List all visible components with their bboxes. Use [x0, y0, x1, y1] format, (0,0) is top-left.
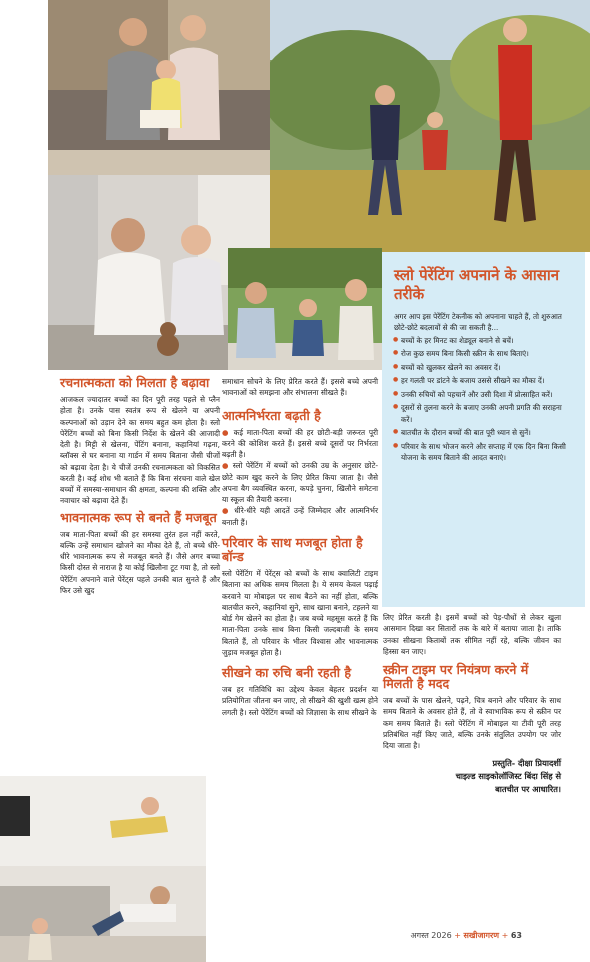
bullet-icon: ● [222, 506, 235, 516]
column-2 [222, 376, 378, 718]
bullet-icon: ● [222, 427, 234, 437]
sidebar-title: स्लो पेरेंटिंग अपनाने के आसान तरीके [394, 266, 560, 303]
slow-parenting-tips-box [382, 252, 585, 607]
paragraph-family-bond: स्लो पेरेंटिंग में पेरेंट्स को बच्चों के साथ क्वालिटी टाइम बिताना का अधिक समय मिलता है। ये समय केवल पढ़ाई करवाने या मोबाइल पर साथ बैठने का नहीं होता, बल्कि बातचीत करने, कहानियां सुने, साथ खाना बनाने, टहलने या बोर्ड गेम खेलने का होता है। जब बच्चे महसूस करते हैं कि माता-पिता उनके साथ बिना किसी जल्दबाजी के समय बिताते हैं, तो परिवार के भीतर विश्वास और भावनात्मक जुड़ाव मजबूत होता है। [222, 569, 378, 657]
bullet-text: स्लो पेरेंटिंग में बच्चों को उनकी उम्र के अनुसार छोटे-छोटे काम खुद करने के लिए प्रेरित किया जाता है। जैसे अपना बैग व्यवस्थित करना, कपड़े चुनना, खिलौने समेटना या स्कूल की तैयारी करना। [222, 461, 378, 505]
list-item: ● दूसरों से तुलना करने के बजाए उनकी अपनी प्रगति की सराहना करें। [394, 402, 575, 425]
column-1 [60, 376, 220, 596]
bullet-self-reliance-3 [222, 505, 378, 528]
bullet-self-reliance-2 [222, 460, 378, 505]
sidebar-tips-list [394, 335, 575, 464]
footer-page-number: 63 [510, 931, 522, 940]
list-item: ● बच्चों को खुलकर खेलने का अवसर दें। [394, 362, 575, 374]
page-footer [410, 930, 522, 941]
list-item: ● परिवार के साथ भोजन करने और सप्ताह में एक दिन बिना किसी योजना के समय बिताने की आदत बनाएं। [394, 441, 575, 464]
family-picnic-photo [228, 248, 382, 370]
credit-line-2: चाइल्ड साइकोलॉजिस्ट बिंदा सिंह से [455, 771, 561, 782]
family-playing-outdoors-photo [270, 0, 590, 252]
paragraph-learning-continued: लिए प्रेरित करती है। इसमें बच्चों को पेड़-पौधों से लेकर खुला आसमान दिखा कर सितारों तक के बारे में बताया जाता है। ताकि उनका सीखना किताबों तक सीमित नहीं रहे, बल्कि जीवन का हिस्सा बन जाए। [383, 613, 561, 656]
credit-line-1: प्रस्तुति- दीक्षा प्रियादर्शी [492, 758, 561, 769]
family-reading-photo [48, 0, 270, 175]
heading-interest-in-learning: सीखने का रुचि बनी रहती है [222, 665, 352, 681]
bullet-text: धीरे-धीरे यही आदतें उन्हें जिम्मेदार और आत्मनिर्भर बनाती हैं। [222, 506, 378, 527]
footer-date: अगस्त 2026 [410, 931, 452, 940]
paragraph-interest-in-learning: जब हर गतिविधि का उद्देश्य केवल बेहतर प्रदर्शन या प्रतियोगिता जीतना बन जाए, तो सीखने की खुशी खत्म होने लगती है। स्लो पेरेंटिंग बच्चों को जिज्ञासा के साथ सीखने के [222, 685, 378, 717]
paragraph-screen-time: जब बच्चों के पास खेलने, पढ़ने, चित्र बनाने और परिवार के साथ समय बिताने के अवसर होते हैं, तो वे स्वाभाविक रूप से स्क्रीन पर कम समय बिताते हैं। स्लो पेरेंटिंग में मोबाइल या टीवी पूरी तरह प्रतिबंधित नहीं किए जाते, बल्कि उनके संतुलित उपयोग पर जोर दिया जाता है। [383, 696, 561, 751]
heading-self-reliance: आत्मनिर्भरता बढ़ती है [222, 407, 321, 423]
footer-plus-icon: + [454, 931, 461, 940]
paragraph-creativity: आजकल ज्यादातर बच्चों का दिन पूरी तरह पहले से प्लैन होता है। उनके पास स्वतंत्र रूप से खेलने या अपनी कल्पनाओं को उड़ान देने का समय बहुत कम होता है। स्लो पेरेंटिंग बच्चों को बिना किसी निर्देश के खेलने की आजादी देती है। मिट्टी से खेलना, पेंटिंग बनाना, कहानियां गढ़ना, ब्लॉक्स से घर बनाना या गार्डन में समय बिताना जैसी चीजों को बढ़ावा देता है। ये चीजें उनकी रचनात्मकता को विकसित करती है। कई शोध भी बताते हैं कि बिना संरचना वाले खेल बच्चों में समस्या-समाधान की क्षमता, कल्पना की शक्ति और नवाचार को बढ़ावा देते हैं। [60, 395, 220, 506]
credit-line-3: बातचीत पर आधारित। [495, 783, 561, 794]
heading-emotional-strength: भावनात्मक रूप से बनते हैं मजबूत [60, 509, 217, 525]
heading-family-bond: परिवार के साथ मजबूत होता है बॉन्ड [222, 534, 363, 564]
paragraph-continued: समाधान सोचने के लिए प्रेरित करते हैं। इससे बच्चे अपनी भावनाओं को समझना और संभालना सीखते हैं। [222, 377, 378, 398]
footer-magazine-name: सखीजागरण [463, 931, 500, 940]
column-3 [383, 612, 561, 796]
parent-lifting-child-photo [0, 776, 206, 962]
bullet-self-reliance-1 [222, 427, 378, 461]
sidebar-intro: अगर आप इस पेरेंटिंग टेकनीक को अपनाना चाहते हैं, तो शुरुआत छोटे-छोटे बदलावों से की जा सकती है... [394, 311, 562, 332]
list-item: ● बातचीत के दौरान बच्चों की बात पूरी ध्यान से सुनें। [394, 427, 575, 439]
bullet-icon: ● [222, 461, 233, 471]
list-item: ● बच्चों के हर मिनट का शेड्यूल बनाने से बचें। [394, 335, 575, 347]
list-item: ● रोज कुछ समय बिना किसी स्क्रीन के साथ बिताएं। [394, 348, 575, 360]
bullet-text: कई माता-पिता बच्चों की हर छोटी-बड़ी जरूरत पूरी करने की कोशिश करते हैं। इससे बच्चे दूसरों पर निर्भरता बढ़ती है। [222, 427, 378, 460]
paragraph-emotional-strength: जब माता-पिता बच्चों की हर समस्या तुरंत हल नहीं करते, बल्कि उन्हें समाधान खोजने का मौका देते हैं, तो बच्चे धीरे-धीरे भावनात्मक रूप से मजबूत बनते हैं। जैसे अगर बच्चा किसी दोस्त से नाराज है या कोई खिलौना टूट गया है, तो स्लो पेरेंटिंग अपनाने वाले पेरेंट्स पहले उनकी बात सुनते हैं और फिर उसे खुद [60, 529, 220, 595]
footer-plus-icon: + [501, 931, 509, 940]
heading-creativity: रचनात्मकता को मिलता है बढ़ावा [60, 375, 210, 390]
heading-screen-time: स्क्रीन टाइम पर नियंत्रण करने में मिलती है मदद [383, 662, 529, 692]
list-item: ● उनकी रुचियों को पहचानें और उसी दिशा में प्रोत्साहित करें। [394, 389, 575, 401]
list-item: ● हर गलती पर डांटने के बजाय उससे सीखने का मौका दें। [394, 375, 575, 387]
